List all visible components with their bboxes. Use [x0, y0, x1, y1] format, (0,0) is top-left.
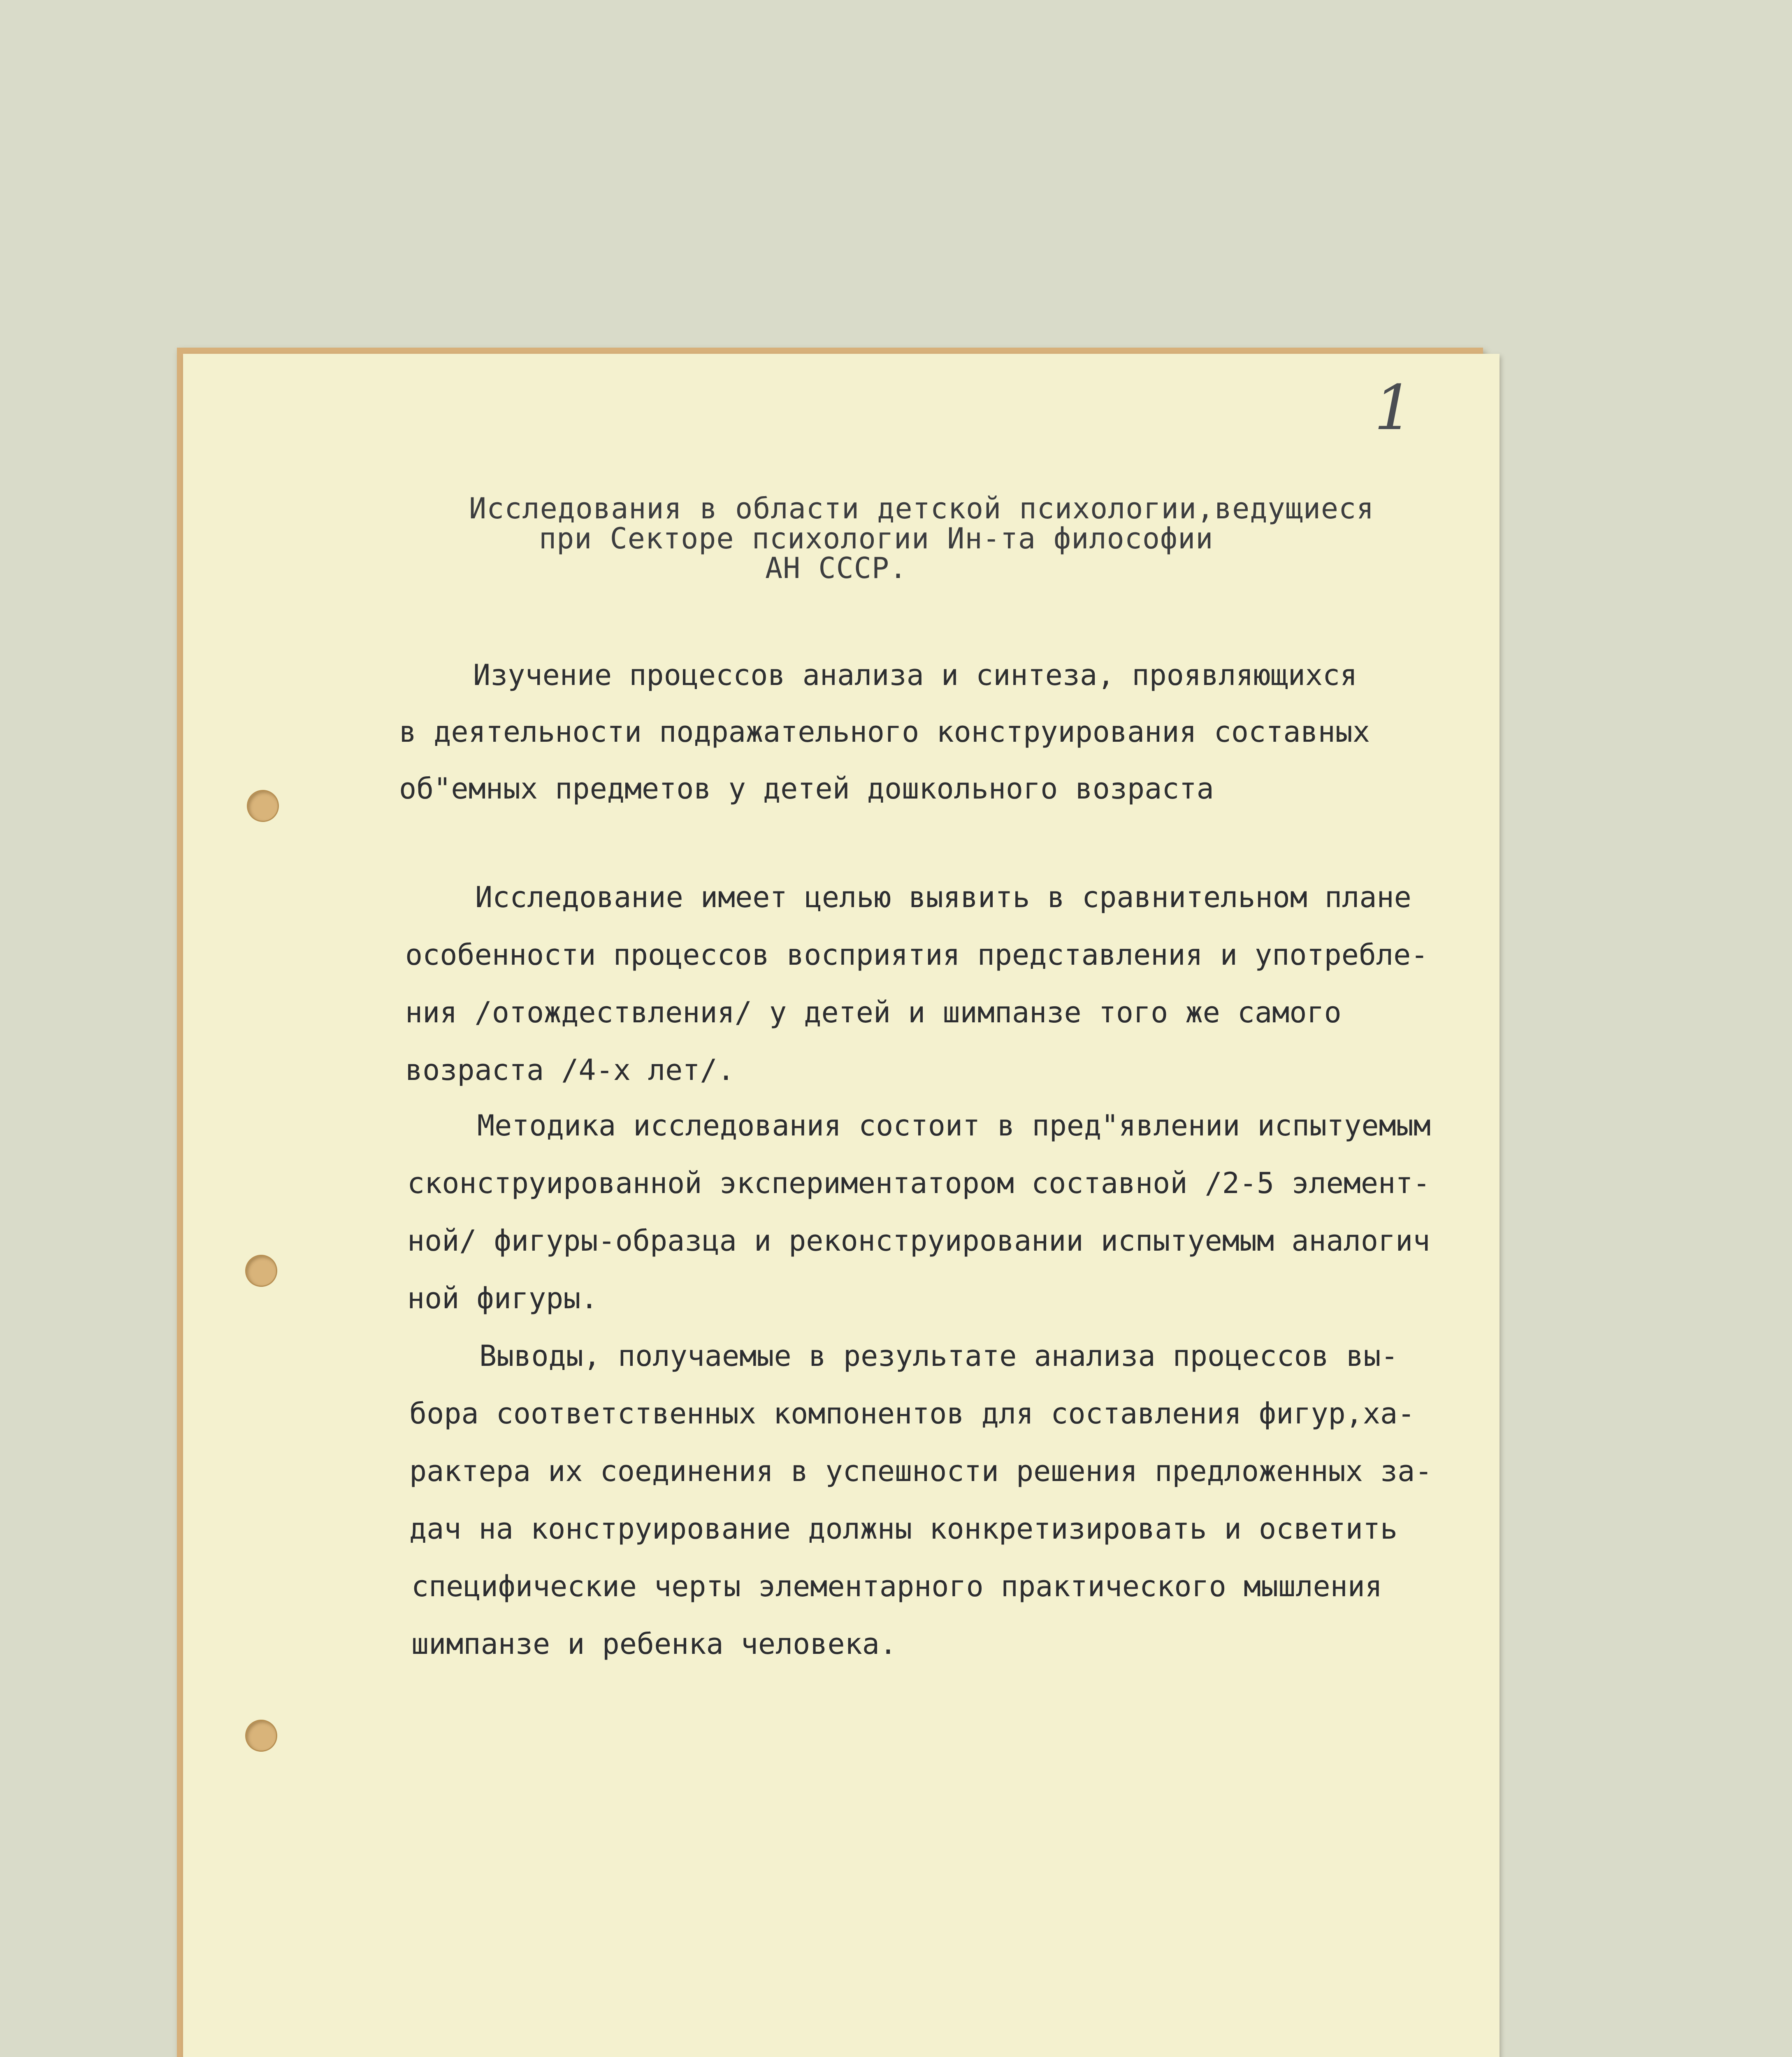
paragraph-3-line-5: специфические черты элементарного практического мышления: [411, 1569, 1383, 1603]
title-line-3: АН СССР.: [765, 551, 908, 585]
title-line-1: Исследования в области детской психологии,ведущиеся: [469, 492, 1374, 525]
paragraph-3-line-6: шимпанзе и ребенка человека.: [411, 1627, 897, 1661]
paragraph-1-line-2: особенности процессов восприятия представления и употребле-: [405, 938, 1428, 972]
paragraph-1-line-3: ния /отождествления/ у детей и шимпанзе того же самого: [405, 996, 1342, 1029]
paragraph-3-line-4: дач на конструирование должны конкретизировать и осветить: [409, 1512, 1398, 1546]
paragraph-2-line-1: Методика исследования состоит в пред"явлении испытуемым: [477, 1109, 1431, 1142]
paragraph-2-line-4: ной фигуры.: [407, 1282, 598, 1315]
heading-line-3: об"емных предметов у детей дошкольного возраста: [399, 772, 1214, 806]
paragraph-2-line-3: ной/ фигуры-образца и реконструировании испытуемым аналогич: [407, 1224, 1430, 1258]
title-line-2: при Секторе психологии Ин-та философии: [539, 522, 1214, 555]
paragraph-1-line-1: Исследование имеет целью выявить в сравнительном плане: [475, 880, 1411, 914]
punch-hole-top: [247, 790, 279, 822]
page-number: 1: [1374, 372, 1414, 444]
paragraph-3-line-1: Выводы, получаемые в результате анализа процессов вы-: [479, 1339, 1398, 1373]
paragraph-2-line-2: сконструированной экспериментатором составной /2-5 элемент-: [407, 1166, 1430, 1200]
heading-line-2: в деятельности подражательного конструирования составных: [399, 715, 1370, 749]
paragraph-3-line-3: рактера их соединения в успешности решения предложенных за-: [409, 1454, 1432, 1488]
punch-hole-middle: [245, 1255, 277, 1287]
paragraph-3-line-2: бора соответственных компонентов для составления фигур,ха-: [409, 1397, 1415, 1430]
paragraph-1-line-4: возраста /4-х лет/.: [405, 1053, 735, 1087]
document-page: [183, 354, 1500, 2057]
heading-line-1: Изучение процессов анализа и синтеза, проявляющихся: [473, 658, 1358, 692]
punch-hole-bottom: [245, 1720, 277, 1752]
